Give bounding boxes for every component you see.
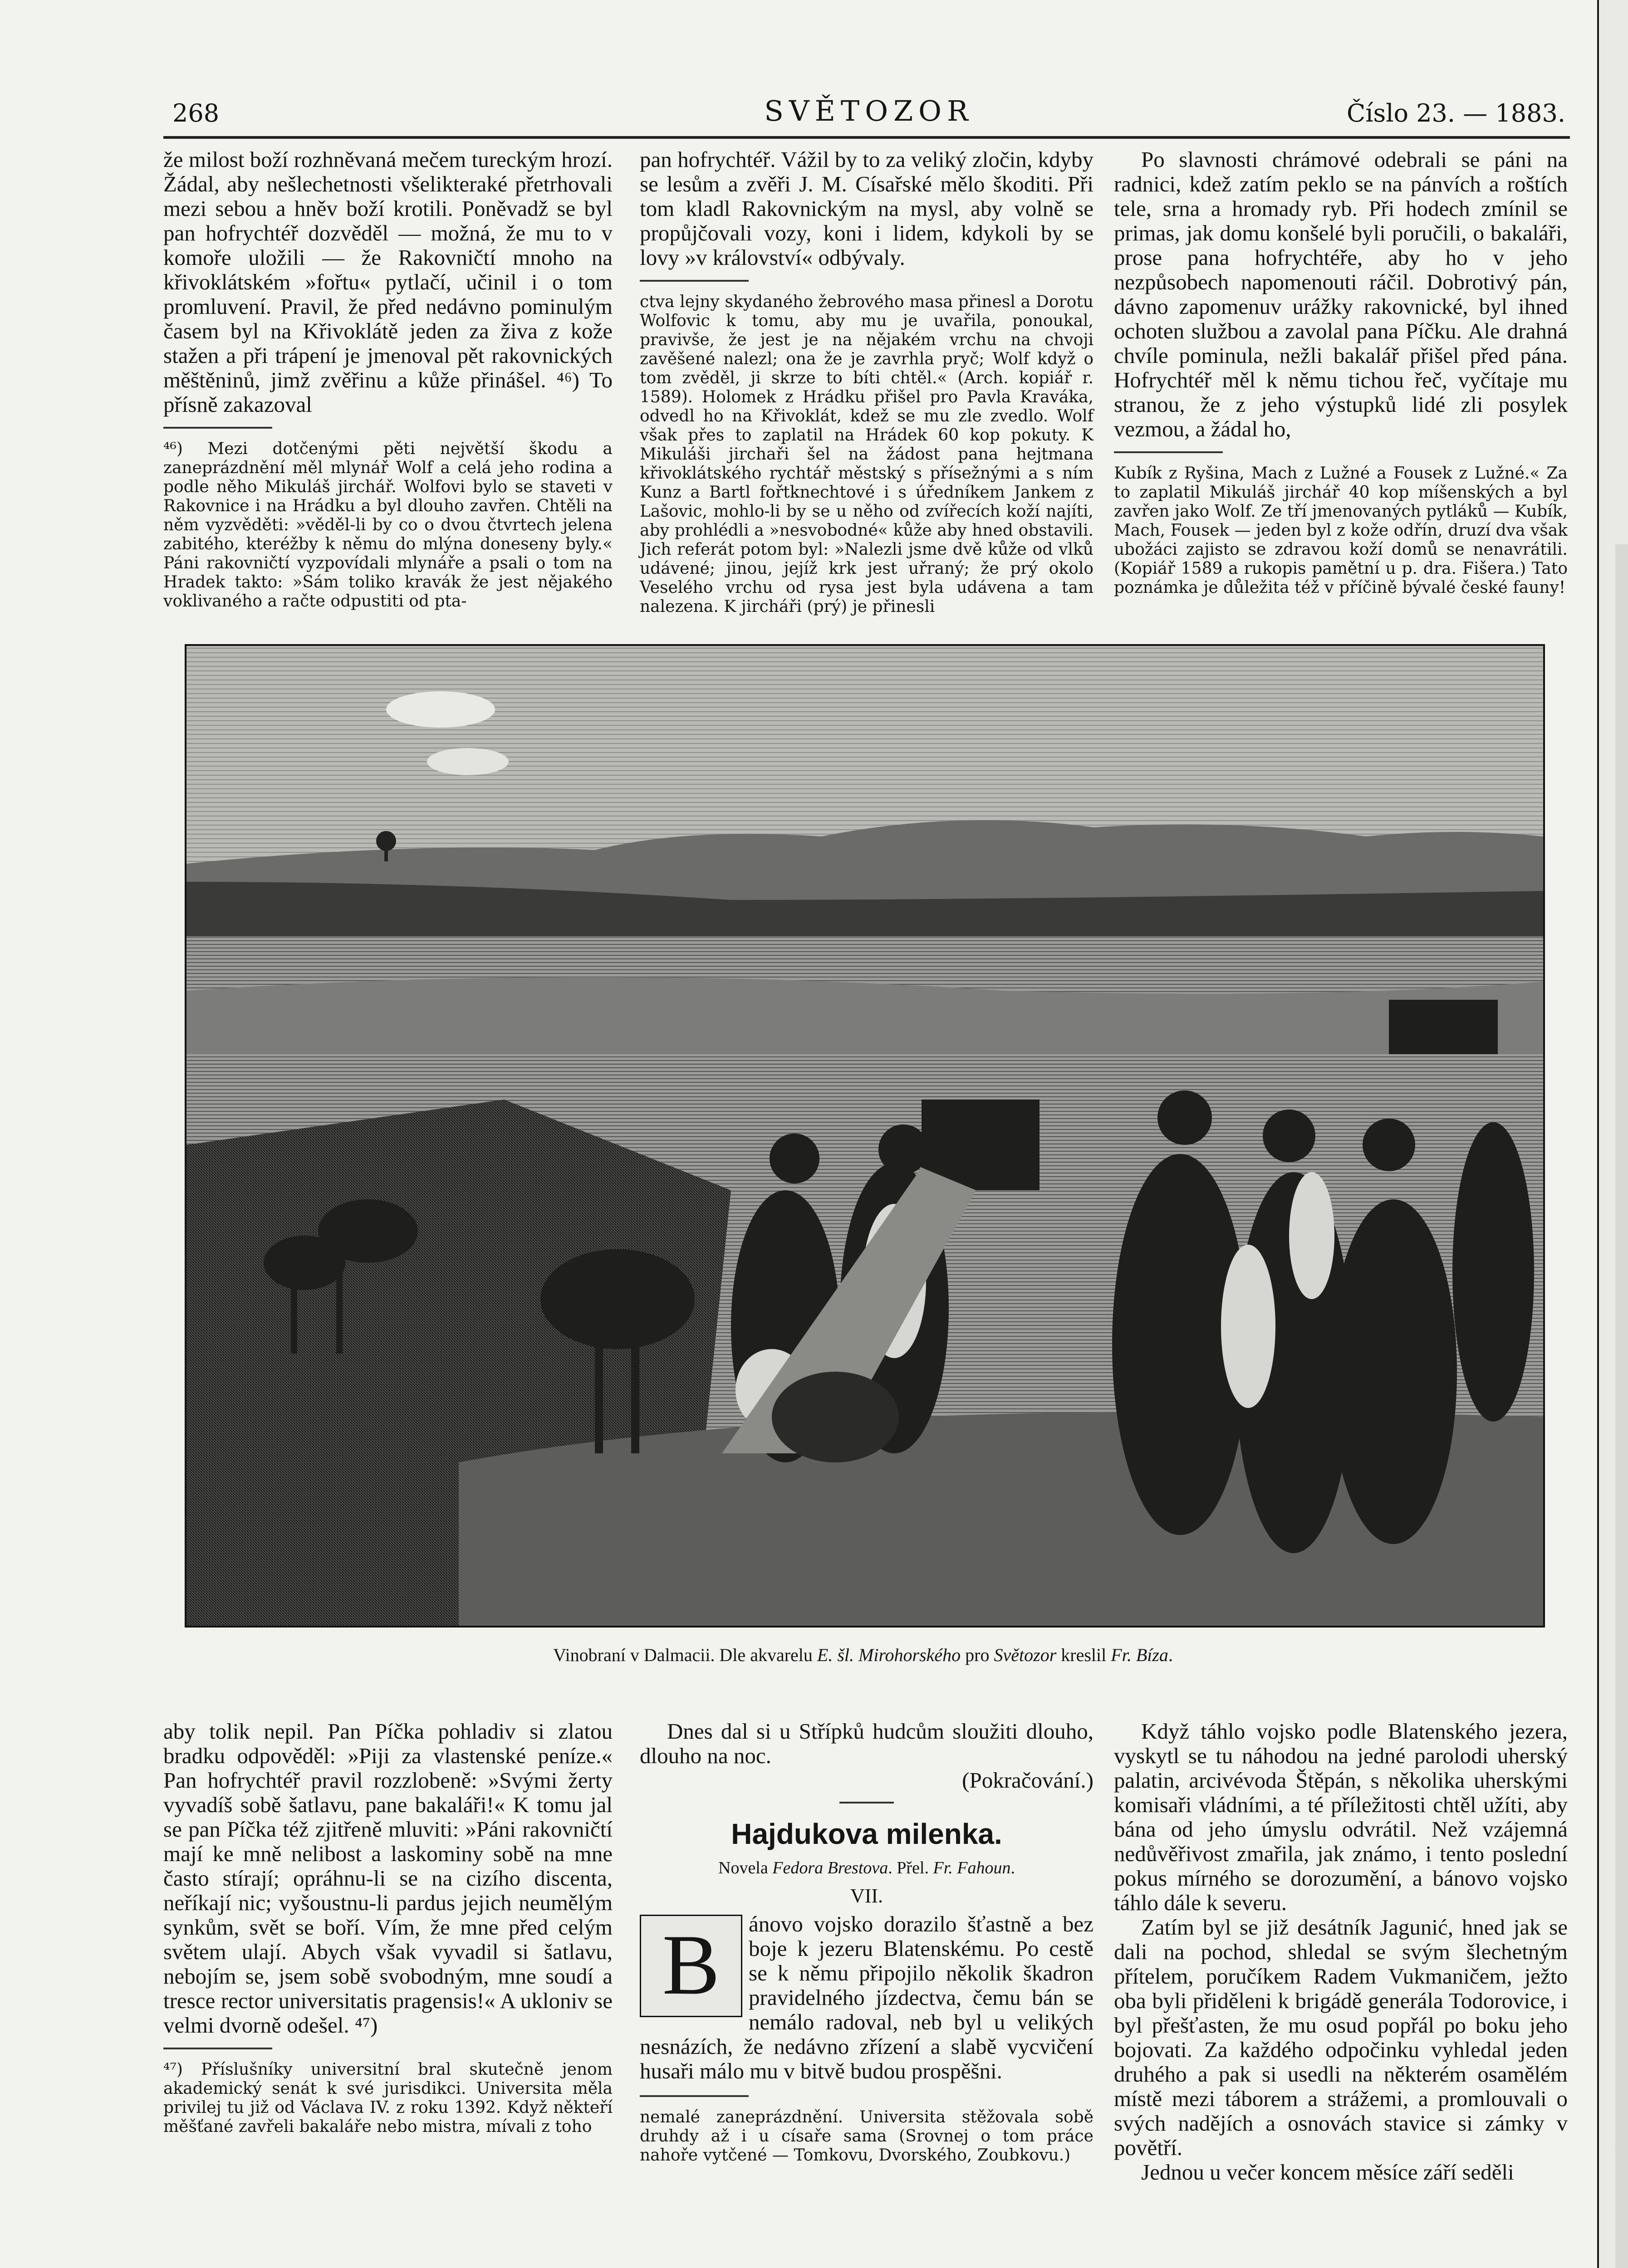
- ornamental-drop-cap: [640, 1915, 742, 2017]
- caption-mid: pro: [961, 1645, 994, 1665]
- page-shadow: [1615, 544, 1628, 2268]
- bottom-column-3: [1114, 1719, 1568, 2185]
- article-text: že milost boží rozhněvaná mečem tureckým hrozí. Žádal, aby nešlechetnosti všelikteraké přetrhovali mezi sebou a hněv boží krotili. Poněvadž se byl pan hofrychtéř dozvěděl — možná, že mu to v komoře uložili — že Rakovničtí mnoho na křivoklátském »fořtu« pytlačí, učinil i o tom promluvení. Pravil, že před nedávno pominulým časem byl na Křivoklátě jeden za živa z kože stažen a při trápení je jmenoval pět rakovnických měštěninů, jimž zvěřinu a kůže přinášel. ⁴⁶) To přísně zakazoval: [163, 147, 613, 417]
- story-sub-label: Novela: [718, 1858, 773, 1877]
- story-byline: [640, 1858, 1094, 1878]
- article-ending: Dnes dal si u Střípků hudcům sloužiti dlouho, dlouho na noc.: [640, 1719, 1094, 1768]
- caption-journal: Světozor: [994, 1645, 1057, 1665]
- section-rule: [839, 1802, 894, 1804]
- story-text: ánovo vojsko dorazilo šťastně a bez boje k jezeru Blatenskému. Po cestě se k němu připojilo několik škadron pravidelného jízdectva, čemu bán se nemálo radoval, neb byl u velikých nesnázích, že nedávno zřízení a slabě vycvičení husaři málo mu v bitvě budou prospěšni.: [640, 1911, 1094, 2083]
- footnote-continued: Kubík z Ryšina, Mach z Lužné a Fousek z Lužné.« Za to zaplatil Mikuláš jirchář 40 kop míšenských a byl zavřen jako Wolf. Ze tří jmenovaných pytláků — Kubík, Mach, Fousek — jeden byl z kože odřín, druzí dva však ubožáci zajisto se zdravou koží domů se nenavrátili. (Kopiář 1589 a rukopis pamětní u p. dra. Fišera.) Tato poznámka je důležita též v příčině bývalé české fauny!: [1114, 464, 1568, 597]
- footnote-46: ⁴⁶) Mezi dotčenými pěti největší škodu a zaneprázdnění měl mlynář Wolf a celá jeho rodina a podle něho Mikuláš jirchář. Wolfovi bylo se staveti v Rakovnice i na Hrádku a byl dlouho zavřen. Chtěli na něm vyzvěděti: »věděl-li by co o dvou čtvrtech jelena zabitého, kteréžby k němu do mlýna doneseny byly.« Páni rakovničtí vyzpovídali mlynáře a psali o tom na Hradek takto: »Sám toliko kravák že jest nějakého voklivaného a račte odpustiti od pta-: [163, 440, 613, 611]
- story-trans-label: . Přel.: [888, 1858, 933, 1877]
- drop-cap-letter: B: [662, 1917, 720, 2013]
- article-text: pan hofrychtéř. Vážil by to za veliký zločin, kdyby se lesům a zvěři J. M. Císařské mělo škoditi. Při tom kladl Rakovnickým na mysl, aby volně se propůjčovali vozy, koni i lidem, kdykoli by se lovy »v království« odbývaly.: [640, 147, 1094, 270]
- story-translator: Fr. Fahoun: [933, 1858, 1011, 1877]
- footnote-rule: [163, 427, 272, 429]
- journal-title: SVĚTOZOR: [764, 94, 974, 127]
- header-rule: [163, 136, 1570, 139]
- page-header: [163, 91, 1574, 132]
- caption-end: .: [1168, 1645, 1173, 1665]
- caption-artist: Fr. Bíza: [1111, 1645, 1168, 1665]
- top-column-3: [1114, 147, 1568, 597]
- story-text: Jednou u večer koncem měsíce září seděli: [1141, 2160, 1514, 2185]
- footnote-rule: [640, 280, 749, 282]
- footnote-rule: [163, 2048, 272, 2049]
- chapter-number: VII.: [850, 1885, 883, 1907]
- story-trans-end: .: [1010, 1858, 1015, 1877]
- story-text: Zatím byl se již desátník Jagunić, hned jak se dali na pochod, shledal se svým šlechetným přítelem, poručíkem Radem Vukmaničem, ježto oba byli přiděleni k brigádě generála Todorovice, i byl přešťasten, že mu osud popřál po boku jeho bojovati. Za každého odpočinku vyhledal jeden druhého a pak si usedli na některém osamělém místě mezi táborem a strážemi, a promlouvali o svých nadějích a osnovách stavice si zámky v povětří.: [1114, 1915, 1568, 2160]
- article-text: Po slavnosti chrámové odebrali se páni na radnici, kdež zatím peklo se na pánvích a roštích tele, srna a hromady ryb. Při hodech zmínil se primas, jak domu konšelé byli poručili, o bakaláři, prose pana hofrychtéře, aby ho v jeho nezpůsobech napomenouti ráčil. Dobrotivý pán, dávno zapomenuv urážky rakovnické, byl ihned ochoten službou a zavolal pana Píčku. Ale drahná chvíle pominula, nežli bakalář přišel před pána. Hofrychtéř měl k němu tichou řeč, vyčítaje mu stranou, že z jeho výstupků lidé zli posylek vezmou, a žádal ho,: [1114, 147, 1568, 441]
- page-number: 268: [172, 99, 220, 127]
- footnote-continued: nemalé zaneprázdnění. Universita stěžovala sobě druhdy až i u císaře sama (Srovnej o tom práce nahoře vytčené — Tomkovu, Dvorského, Zoubkovu.): [640, 2108, 1094, 2165]
- engraving-illustration: [185, 644, 1545, 1628]
- caption-prefix: Vinobraní v Dalmacii. Dle akvarelu: [553, 1645, 817, 1665]
- article-text: aby tolik nepil. Pan Píčka pohladiv si zlatou bradku odpověděl: »Piji za vlastenské peníze.« Pan hofrychtéř pravil rozzlobeně: »Svými žerty vyvadíš sobě šatlavu, pane bakaláři!« K tomu jal se pan Píčka též zjitřeně mluviti: »Páni rakovničtí mají ke mně nelibost a laskominy sobě na mne často stírají; opráhnu-li se na cizího discenta, neříkají nic; vyšoustnu-li pardus jejich neumělým synkům, svět se boří. Vím, že mne před celým světem ulají. Abych však vyvadil si šatlavu, nebojím se, jsem sobě svobodným, mne soudí a tresce rector universitatis pragensis!« A ukloniv se velmi dvorně odešel. ⁴⁷): [163, 1719, 613, 2038]
- caption-painter: E. šl. Mirohorského: [817, 1645, 961, 1665]
- issue-number: Číslo 23. — 1883.: [1346, 99, 1565, 127]
- illustration-caption: [185, 1644, 1541, 1666]
- footnote-continued: ctva lejny skydaného žebrového masa přinesl a Dorotu Wolfovic k tomu, aby mu je uvařila, ponoukal, pravivše, že jest je na nějakém vrchu na chvoji zavěšené nalezl; ona že je zavrhla pryč; Wolf když o tom zvěděl, ji skrze to bíti chtěl.« (Arch. kopiář r. 1589). Holomek z Hrádku přišel pro Pavla Kraváka, odvedl ho na Křivoklát, kdež se mu zle zvedlo. Wolf však přes to zaplatil na Hrádek 60 kop pokuty. K Mikuláši jirchaři šel na žádost pana hejtmana křivoklátského rychtář městský s přísežnými a s ním Kunz a Bartl fořtknechtové i s úředníkem Jankem z Lašovic, mohlo-li by se u něho od zvířecích koží najíti, aby prohlédli a »nesvobodné« kůže aby hned obstavili. Jich referát potom byl: »Nalezli jsme dvě kůže od vlků udávené; jinou, jejíž krk jest uřraný; že prý okolo Veselého vrchu od rysa jest byla udávena a tam nalezena. K jircháři (prý) je přinesli: [640, 293, 1094, 616]
- footnote-47: ⁴⁷) Příslušníky universitní bral skutečně jenom akademický senát k své jurisdikci. Universita měla privilej tu již od Václava IV. z roku 1392. Když někteří měšťané zavřeli bakaláře nebo mistra, mívali z toho: [163, 2060, 613, 2136]
- bottom-column-1: [163, 1719, 613, 2136]
- story-author: Fedora Brestova: [772, 1858, 888, 1877]
- story-text: Když táhlo vojsko podle Blatenského jezera, vyskytl se tu náhodou na jedné parolodi uherský palatin, arcivévoda Štěpán, s několika uherskými komisaři vládními, a té příležitosti chtěl užíti, aby bána od jeho úmyslu odvrátil. Než vzájemná nedůvěřivost zmařila, jak známo, i tento poslední pokus mírného se dorozumění, a bánovo vojsko táhlo dále k severu.: [1114, 1719, 1568, 1915]
- caption-mid2: kreslil: [1056, 1645, 1111, 1665]
- top-column-2: [640, 147, 1094, 616]
- footnote-rule: [1114, 451, 1223, 453]
- bottom-column-2: [640, 1719, 1094, 2165]
- continued-note: (Pokračování.): [962, 1768, 1094, 1793]
- grape-harvest-engraving: [186, 646, 1543, 1626]
- top-column-1: [163, 147, 613, 611]
- story-title: Hajdukova milenka.: [731, 1818, 1002, 1850]
- footnote-rule: [640, 2095, 749, 2097]
